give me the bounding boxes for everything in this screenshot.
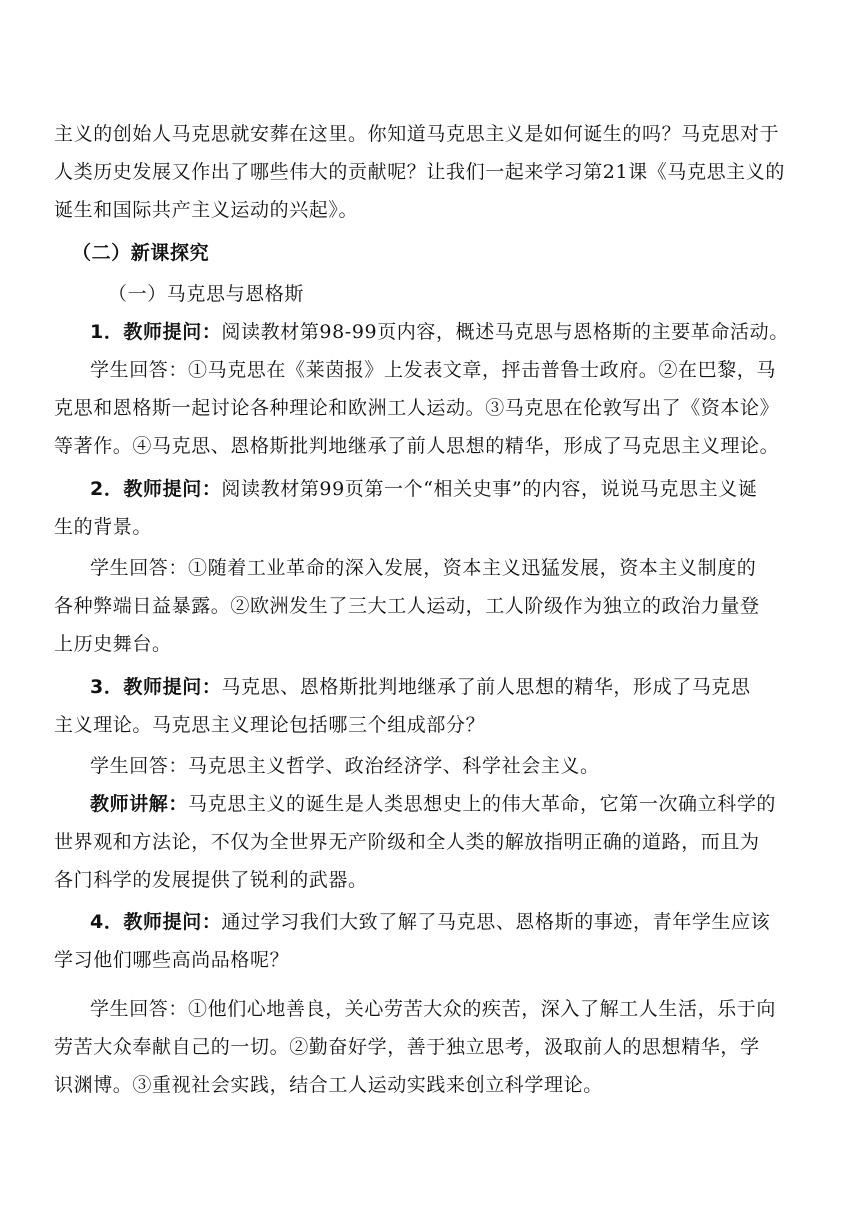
answer-3-line-1: 学生回答：马克思主义哲学、政治经济学、科学社会主义。 [90,755,600,777]
intro-line-3: 诞生和国际共产主义运动的兴起》。 [54,199,359,221]
section-heading: （二）新课探究 [72,242,210,264]
question-label: 1．教师提问： [90,321,222,343]
question-1 [90,320,789,344]
answer-1-line-1: 学生回答：①马克思在《莱茵报》上发表文章，抨击普鲁士政府。②在巴黎，马 [90,359,777,381]
lecture-text: 马克思主义的诞生是人类思想史上的伟大革命，它第一次确立科学的 [188,793,777,815]
question-label: 4．教师提问： [90,911,222,933]
answer-2-line-2: 各种弊端日益暴露。②欧洲发生了三大工人运动，工人阶级作为独立的政治力量登 [54,595,760,617]
intro-line-2: 人类历史发展又作出了哪些伟大的贡献呢？让我们一起来学习第21课《马克思主义的 [54,161,785,183]
answer-4-line-2: 劳苦大众奉献自己的一切。②勤奋好学，善于独立思考，汲取前人的思想精华，学 [54,1036,760,1058]
answer-1-line-3: 等著作。④马克思、恩格斯批判地继承了前人思想的精华，形成了马克思主义理论。 [54,435,780,457]
answer-4-line-3: 识渊博。③重视社会实践，结合工人运动实践来创立科学理论。 [54,1074,603,1096]
question-2 [90,477,757,501]
lecture-line-3: 各门科学的发展提供了锐利的武器。 [54,869,368,891]
question-text: 阅读教材第98-99页内容，概述马克思与恩格斯的主要革命活动。 [221,321,789,343]
lecture-line-2: 世界观和方法论，不仅为全世界无产阶级和全人类的解放指明正确的道路，而且为 [54,831,760,853]
intro-line-1: 主义的创始人马克思就安葬在这里。你知道马克思主义是如何诞生的吗？马克思对于 [54,123,780,145]
question-4 [90,910,770,934]
question-text: 通过学习我们大致了解了马克思、恩格斯的事迹，青年学生应该 [221,911,771,933]
question-text: 阅读教材第99页第一个“相关史事”的内容，说说马克思主义诞 [221,478,758,500]
lecture-label: 教师讲解： [90,793,189,815]
answer-1-line-2: 克思和恩格斯一起讨论各种理论和欧洲工人运动。③马克思在伦敦写出了《资本论》 [54,397,780,419]
answer-2-line-1: 学生回答：①随着工业革命的深入发展，资本主义迅猛发展，资本主义制度的 [90,557,757,579]
question-label: 2．教师提问： [90,478,222,500]
question-2-line-2: 生的背景。 [54,516,153,538]
question-text: 马克思、恩格斯批判地继承了前人思想的精华，形成了马克思 [221,676,751,698]
answer-2-line-3: 上历史舞台。 [54,633,172,655]
question-4-line-2: 学习他们哪些高尚品格呢？ [54,949,290,971]
lecture [90,792,776,816]
answer-4-line-1: 学生回答：①他们心地善良，关心劳苦大众的疾苦，深入了解工人生活，乐于向 [90,998,777,1020]
question-3 [90,675,751,699]
subheading: （一）马克思与恩格斯 [108,283,305,305]
question-label: 3．教师提问： [90,676,222,698]
question-3-line-2: 主义理论。马克思主义理论包括哪三个组成部分？ [54,714,486,736]
